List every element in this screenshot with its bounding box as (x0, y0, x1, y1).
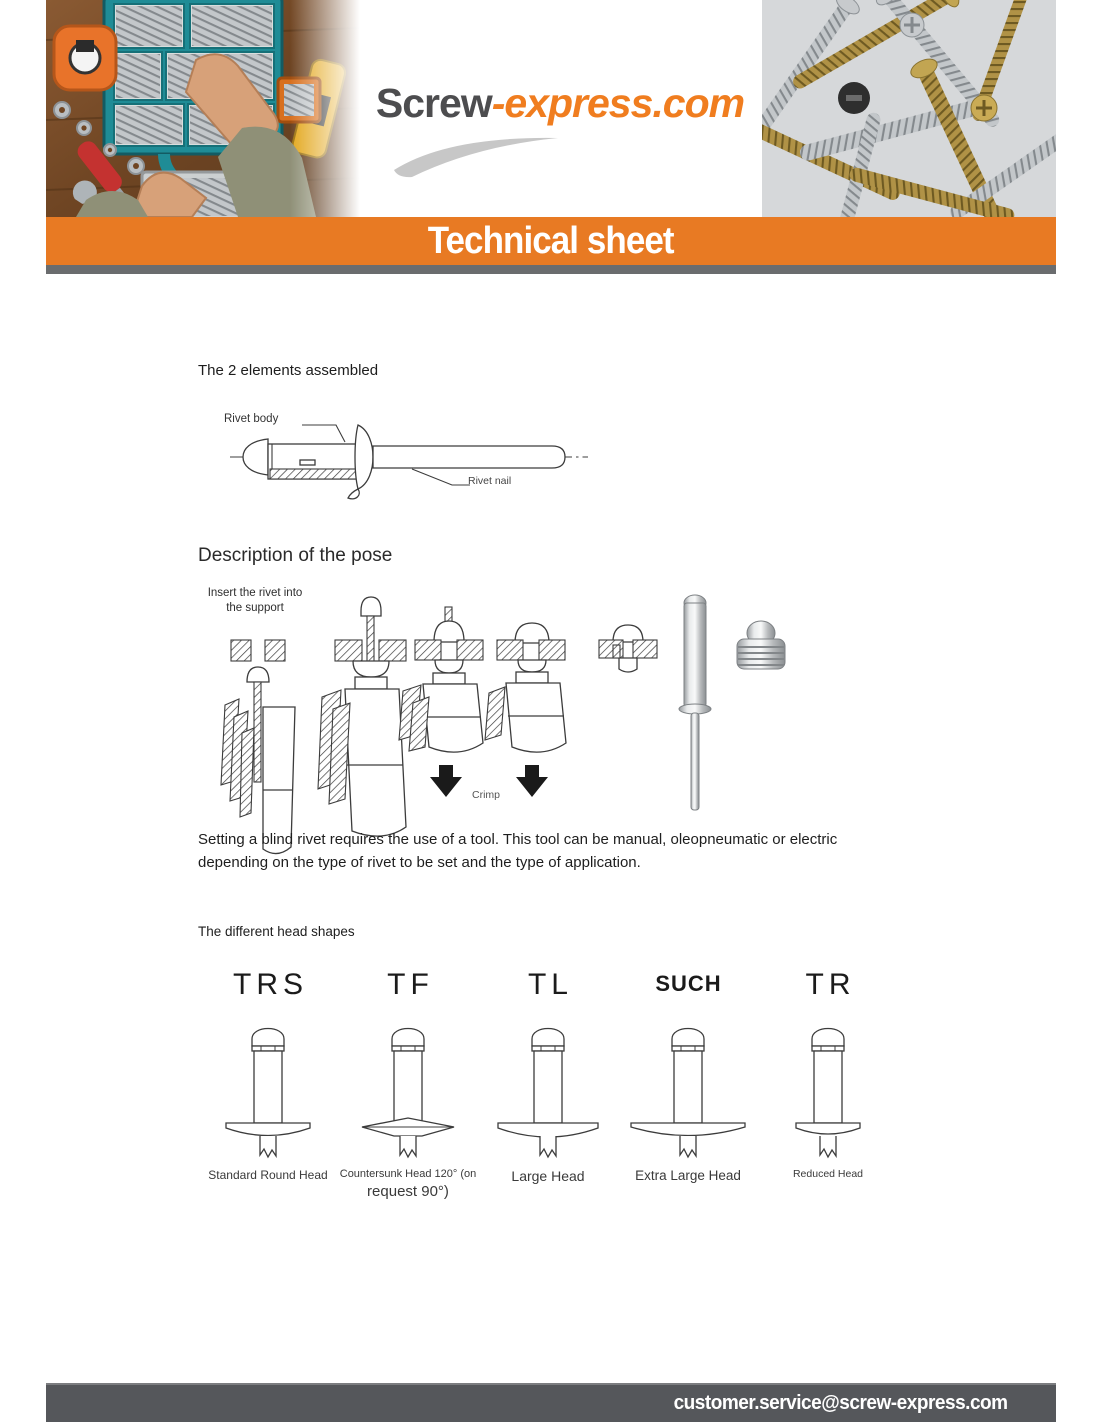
head-code-trs: TRS (233, 968, 308, 1001)
banner-technical-sheet (46, 217, 1056, 265)
insert-rivet-label-line2: the support (226, 601, 284, 614)
pose-step-1 (221, 640, 295, 854)
head-col-such (618, 952, 758, 1202)
logo-swoosh-icon (390, 130, 565, 178)
logo-text (360, 80, 760, 127)
head-col-tl (478, 952, 618, 1202)
head-code-tf: TF (387, 968, 434, 1001)
pose-step-2 (318, 597, 406, 836)
pose-step-4 (485, 623, 566, 797)
footer-bar (46, 1383, 1056, 1422)
down-arrow-icon (430, 765, 462, 797)
head-shape-drawing-tr (768, 1010, 888, 1160)
head-code-tl: TL (527, 968, 573, 1001)
heads-heading: The different head shapes (198, 924, 355, 939)
head-caption-trs: Standard Round Head (208, 1168, 328, 1182)
rivet-photo (679, 595, 785, 810)
assembled-heading: The 2 elements assembled (198, 362, 379, 379)
brand-logo (360, 0, 760, 217)
pose-heading: Description of the pose (198, 545, 393, 566)
crimp-label: Crimp (472, 789, 500, 801)
head-caption-tf-line2: request 90°) (367, 1182, 449, 1200)
head-caption-tf-line1: Countersunk Head 120° (on (339, 1168, 477, 1180)
head-shapes-row (198, 952, 898, 1202)
head-code-tr: TR (805, 968, 856, 1001)
rivet-body-label: Rivet body (224, 413, 279, 425)
logo-text-express: -express.com (491, 80, 745, 126)
down-arrow-icon (516, 765, 548, 797)
pose-step-5 (599, 625, 657, 672)
head-shape-drawing-such (628, 1010, 748, 1160)
logo-text-screw: Screw (375, 80, 492, 126)
screws-pile-photo (762, 0, 1056, 217)
pose-step-3 (399, 607, 483, 797)
head-caption-such: Extra Large Head (635, 1168, 741, 1183)
head-shape-drawing-tf (348, 1010, 468, 1160)
head-code-such: SUCH (655, 971, 722, 996)
head-shape-drawing-tl (488, 1010, 608, 1160)
banner-title: Technical sheet (428, 219, 674, 262)
head-col-tf (338, 952, 478, 1202)
head-caption-tr: Reduced Head (792, 1168, 864, 1180)
head-col-trs (198, 952, 338, 1202)
insert-rivet-label-line1: Insert the rivet into (207, 587, 303, 599)
pose-paragraph: Setting a blind rivet requires the use of a tool. This tool can be manual, oleopneumatic or electric depending on the type of rivet to be set and the type of application. (198, 831, 838, 872)
banner-shadow (46, 265, 1056, 274)
rivet-nail-label: Rivet nail (468, 475, 512, 487)
workbench-photo (46, 0, 360, 217)
head-caption-tl: Large Head (511, 1168, 585, 1184)
head-shape-drawing-trs (208, 1010, 328, 1160)
footer-email: customer.service@screw-express.com (673, 1392, 1008, 1414)
head-col-tr (758, 952, 898, 1202)
head-caption-tf (340, 1167, 477, 1202)
